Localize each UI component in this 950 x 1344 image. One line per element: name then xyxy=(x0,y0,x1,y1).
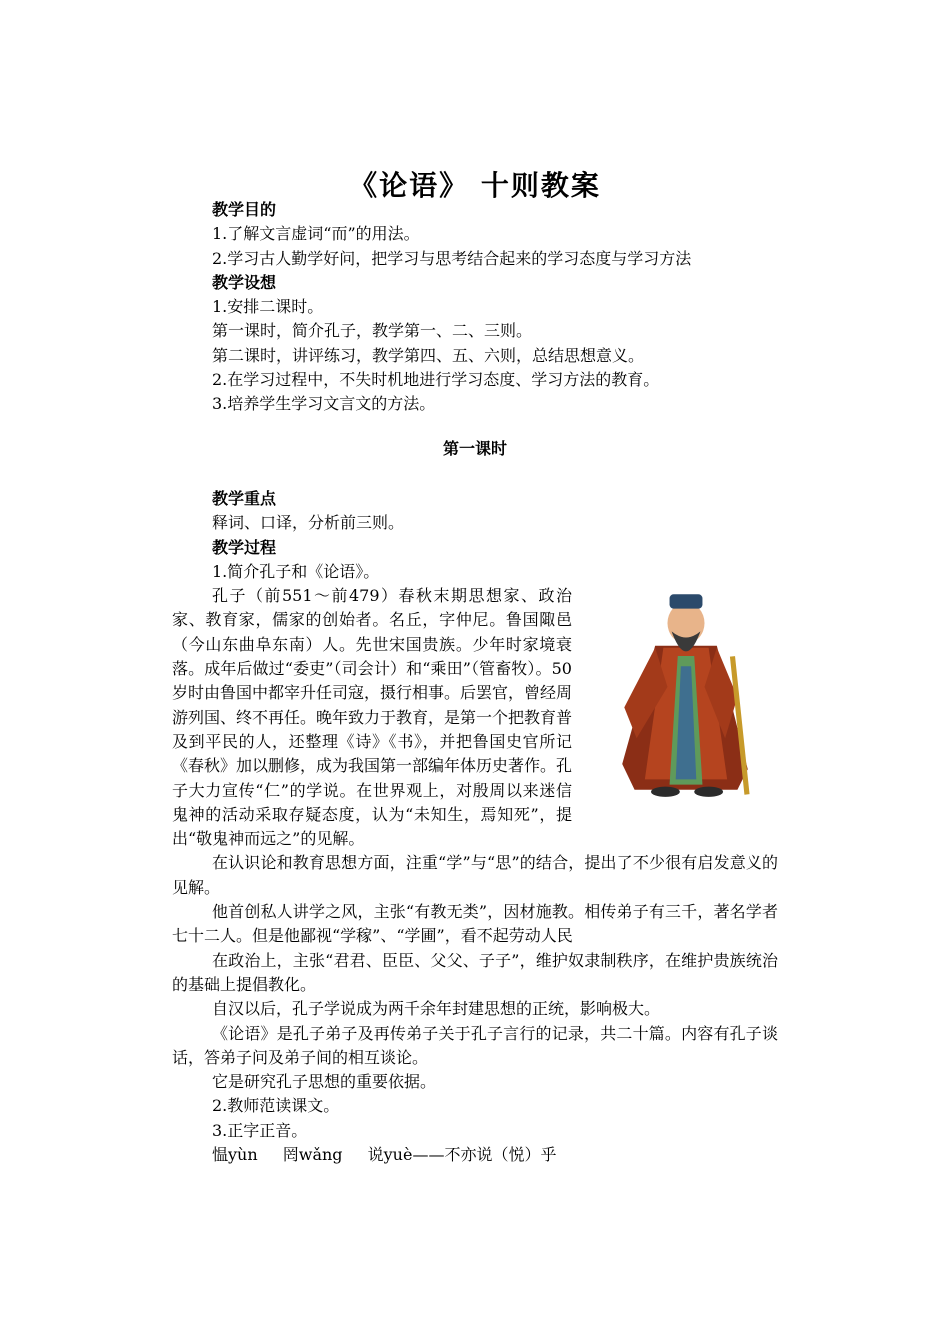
body-paragraph: 在认识论和教育思想方面，注重“学”与“思”的结合，提出了不少很有启发意义的见解。 xyxy=(172,853,778,897)
confucius-illustration xyxy=(582,584,790,800)
key-points-heading: 教学重点 xyxy=(212,488,277,508)
design-item: 2.在学习过程中，不失时机地进行学习态度、学习方法的教育。 xyxy=(212,370,660,390)
design-item: 3.培养学生学习文言文的方法。 xyxy=(212,394,436,414)
body-paragraph: 它是研究孔子思想的重要依据。 xyxy=(212,1072,437,1092)
pinyin-line xyxy=(172,1143,778,1167)
body-paragraph: 3.正字正音。 xyxy=(212,1120,308,1140)
pinyin-item: 说yuè——不亦说（悦）乎 xyxy=(367,1144,557,1164)
design-item: 1.安排二课时。 xyxy=(212,297,324,317)
pinyin-item: 愠yùn xyxy=(212,1144,258,1164)
document-body xyxy=(172,198,778,1167)
objective-item: 1.了解文言虚词“而”的用法。 xyxy=(212,224,420,244)
lesson-heading: 第一课时 xyxy=(442,438,507,458)
design-item: 第二课时，讲评练习，教学第四、五、六则，总结思想意义。 xyxy=(212,345,645,365)
body-paragraph: 在政治上，主张“君君、臣臣、父父、子子”，维护奴隶制秩序，在维护贵族统治的基础上提倡教化。 xyxy=(172,950,778,994)
process-heading: 教学过程 xyxy=(212,537,277,557)
process-intro: 1.简介孔子和《论语》。 xyxy=(212,561,380,581)
pinyin-item: 罔wǎng xyxy=(282,1144,343,1164)
body-paragraph: 《论语》是孔子弟子及再传弟子关于孔子言行的记录，共二十篇。内容有孔子谈话，答弟子问及弟子间的相互谈论。 xyxy=(172,1023,778,1067)
body-paragraph: 他首创私人讲学之风，主张“有教无类”，因材施教。相传弟子有三千，著名学者七十二人。但是他鄙视“学稼”、“学圃”，看不起劳动人民 xyxy=(172,902,778,946)
key-points-text: 释词、口译，分析前三则。 xyxy=(212,513,405,533)
confucius-biography: 孔子（前551～前479）春秋末期思想家、政治家、教育家，儒家的创始者。名丘，字仲尼。鲁国陬邑（今山东曲阜东南）人。先世宋国贵族。少年时家境衰落。成年后做过“委吏”（司会计）和“乘田”（管畜牧）。50岁时由鲁国中都宰升任司寇，摄行相事。后罢官，曾经周游列国、终不再任。晚年致力于教育，是第一个把教育普及到平民的人，还整理《诗》《书》，并把鲁国史官所记《春秋》加以删修，成为我国第一部编年体历史著作。孔子大力宣传“仁”的学说。在世界观上，对殷周以来迷信鬼神的活动采取存疑态度，认为“未知生，焉知死”，提出“敬鬼神而远之”的见解。 xyxy=(172,586,573,849)
objective-item: 2.学习古人勤学好问，把学习与思考结合起来的学习态度与学习方法 xyxy=(212,248,692,268)
design-item: 第一课时，简介孔子，教学第一、二、三则。 xyxy=(212,321,533,341)
body-paragraph: 自汉以后，孔子学说成为两千余年封建思想的正统，影响极大。 xyxy=(212,999,661,1019)
body-paragraph: 2.教师范读课文。 xyxy=(212,1096,340,1116)
page-title: 《论语》 十则教案 xyxy=(349,169,601,202)
objectives-heading: 教学目的 xyxy=(212,200,277,219)
design-heading: 教学设想 xyxy=(212,272,277,292)
